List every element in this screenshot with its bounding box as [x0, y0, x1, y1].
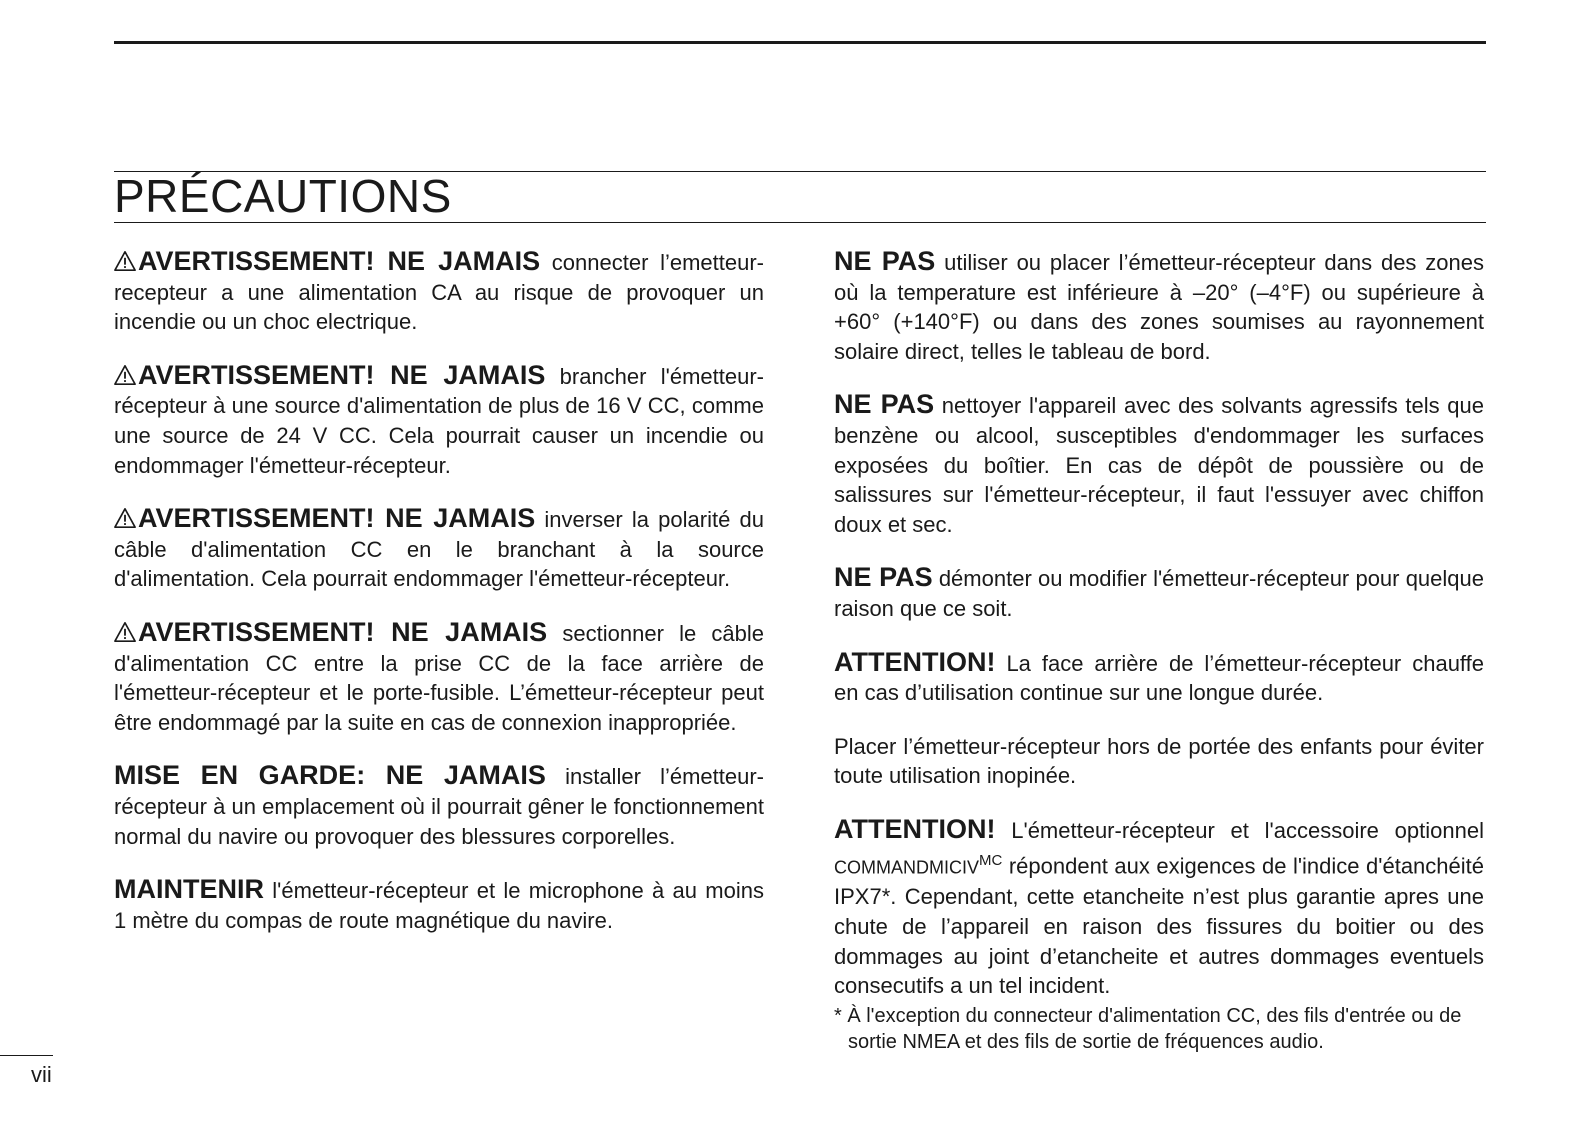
attention-text-continued: répondent aux exigences de l'indice d'étanchéité IPX7*. Cependant, cette etancheite n’est plus garantie apres une chute de l’appareil en raison des fissures du boitier ou des dommages au joint d’etancheite et autres dommages eventuels consecutifs a un tel incident. [834, 852, 1484, 999]
left-column [114, 247, 764, 959]
children-paragraph: Placer l’émetteur-récepteur hors de portée des enfants pour éviter toute utilisation inopinée. [834, 733, 1484, 789]
product-name: COMMANDMICIV [834, 856, 979, 877]
footer-rule [0, 1055, 53, 1056]
do-not-keyword: NE PAS [834, 562, 933, 593]
do-not-disassemble-paragraph [834, 563, 1484, 623]
footnote: * À l'exception du connecteur d'alimentation CC, des fils d'entrée ou de sortie NMEA et des fils de sortie de fréquences audio. [834, 1004, 1462, 1053]
keep-keyword: MAINTENIR [114, 874, 264, 905]
do-not-temperature-paragraph [834, 247, 1484, 366]
do-not-clean-paragraph [834, 390, 1484, 539]
warning-text: connecter l’emetteur-recepteur a une alimentation CA au risque de provoquer un incendie ou un choc electrique. [114, 250, 764, 335]
attention-text: L'émetteur-récepteur et l'accessoire optionnel [995, 817, 1484, 843]
keep-text: l'émetteur-récepteur et le microphone à au moins 1 mètre du compas de route magnétique du navire. [114, 878, 764, 933]
warning-paragraph-voltage [114, 361, 764, 480]
do-not-text: démonter ou modifier l'émetteur-récepteur pour quelque raison que ce soit. [834, 566, 1484, 621]
do-not-keyword: NE PAS [834, 246, 936, 276]
warning-paragraph-polarity [114, 504, 764, 594]
warning-keyword: AVERTISSEMENT! NE JAMAIS [138, 503, 536, 534]
right-column [834, 247, 1484, 1055]
warning-keyword: AVERTISSEMENT! NE JAMAIS [138, 359, 546, 390]
trademark-superscript: MC [979, 851, 1003, 869]
page-title: PRÉCAUTIONS [114, 170, 452, 222]
attention-keyword: ATTENTION! [834, 813, 996, 844]
page-number: vii [31, 1062, 52, 1087]
caution-keyword: MISE EN GARDE: NE JAMAIS [114, 760, 546, 791]
top-rule [114, 41, 1486, 44]
caution-text: installer l’émetteur-récepteur à un emplacement où il pourrait gêner le fonctionnement normal du navire ou provoquer des blessures corporelles. [114, 764, 765, 849]
warning-text: inverser la polarité du câble d'alimentation CC en le branchant à la source d'alimentation. Cela pourrait endommager l'émetteur-récepteur. [114, 507, 764, 592]
warning-triangle-icon [114, 364, 136, 386]
caution-paragraph-installation [114, 761, 764, 851]
keep-distance-paragraph [114, 875, 764, 935]
title-rule-bottom [114, 222, 1486, 223]
do-not-text: nettoyer l'appareil avec des solvants agressifs tels que benzène ou alcool, susceptibles d'endommager les surfaces exposées du boîtier. En cas de dépôt de poussière ou de salissures sur l'émetteur-récepteur, il faut l'essuyer avec chiffon doux et sec. [834, 393, 1484, 537]
warning-text: brancher l'émetteur-récepteur à une source d'alimentation de plus de 16 V CC, comme une source de 24 V CC. Cela pourrait causer un incendie ou endommager l'émetteur-récepteur. [114, 363, 764, 478]
attention-heat-paragraph [834, 648, 1484, 708]
do-not-text: utiliser ou placer l’émetteur-récepteur dans des zones où la temperature est inférieure à –20° (–4°F) ou supérieure à +60° (+140°F) ou dans des zones soumises au rayonnement solaire direct, telles le tableau de bord. [834, 250, 1484, 364]
attention-text: La face arrière de l’émetteur-récepteur chauffe en cas d’utilisation continue sur une longue durée. [834, 650, 1484, 706]
warning-triangle-icon [114, 250, 136, 272]
warning-triangle-icon [114, 621, 136, 643]
warning-triangle-icon [114, 507, 136, 529]
warning-paragraph-ac-power [114, 247, 764, 337]
warning-text: sectionner le câble d'alimentation CC entre la prise CC de la face arrière de l'émetteur-récepteur et le porte-fusible. L’émetteur-récepteur peut être endommagé par la suite en cas de connexion inappropriée. [114, 620, 764, 735]
warning-keyword: AVERTISSEMENT! NE JAMAIS [138, 616, 548, 647]
warning-paragraph-cable [114, 618, 764, 737]
attention-keyword: ATTENTION! [834, 646, 996, 677]
warning-keyword: AVERTISSEMENT! NE JAMAIS [138, 246, 541, 276]
attention-waterproof-paragraph [834, 815, 1484, 1001]
do-not-keyword: NE PAS [834, 389, 935, 420]
